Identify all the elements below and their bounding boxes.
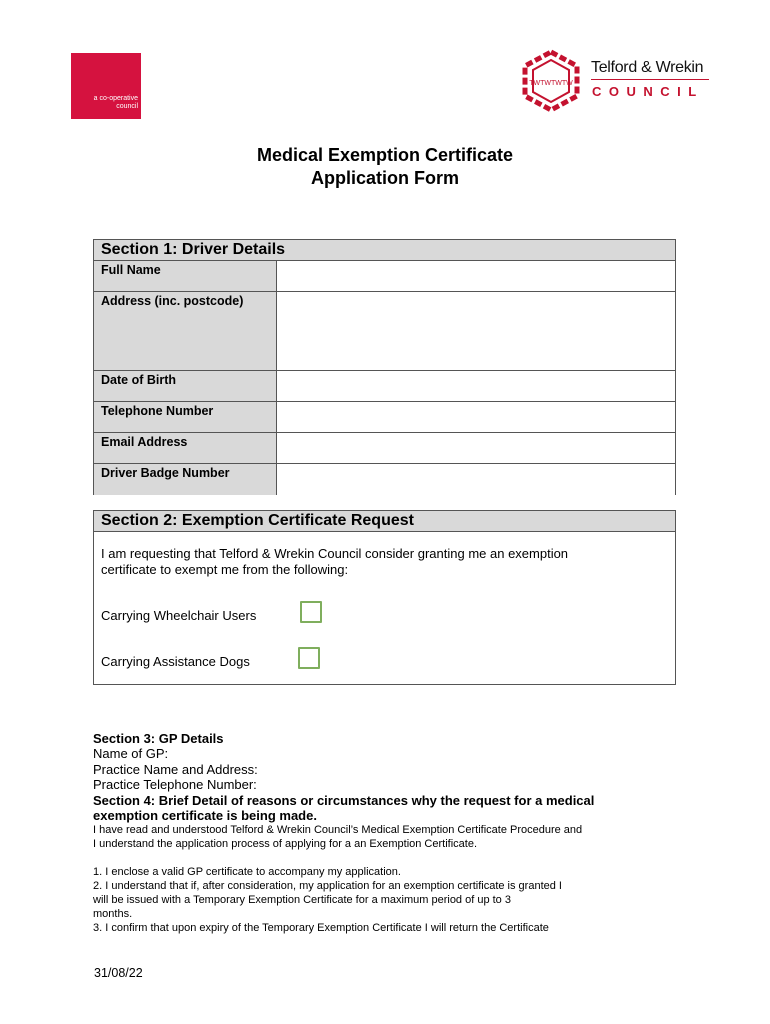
option-label-wheelchair: Carrying Wheelchair Users: [101, 608, 257, 623]
gp-name-label: Name of GP:: [93, 746, 169, 761]
field-label: Date of Birth: [94, 371, 277, 401]
option-label-assistance-dogs: Carrying Assistance Dogs: [101, 654, 250, 669]
telephone-field[interactable]: [277, 402, 675, 432]
coop-logo-line2: council: [116, 103, 138, 110]
co-operative-council-logo: [71, 53, 141, 119]
footer-date: 31/08/22: [94, 966, 143, 980]
twc-council-word: COUNCIL: [592, 84, 704, 99]
date-of-birth-field[interactable]: [277, 371, 675, 401]
address-field[interactable]: [277, 292, 675, 370]
section2-intro: [94, 532, 675, 578]
field-row-telephone: [94, 402, 675, 433]
field-row-dob: [94, 371, 675, 402]
declaration-item2-line1: 2. I understand that if, after consideration, my application for an exemption certificate is granted I: [93, 880, 562, 892]
field-row-email: [94, 433, 675, 464]
field-row-address: [94, 292, 675, 371]
intro-line1: I am requesting that Telford & Wrekin Council consider granting me an exemption: [101, 546, 569, 561]
section1-driver-details: [93, 239, 676, 495]
section1-heading: Section 1: Driver Details: [94, 240, 675, 261]
driver-badge-field[interactable]: [277, 464, 675, 495]
declaration-item2-line2: will be issued with a Temporary Exemption Certificate for a maximum period of up to 3: [93, 894, 511, 906]
field-label: Driver Badge Number: [94, 464, 277, 495]
field-label: Email Address: [94, 433, 277, 463]
form-title-line2: Application Form: [311, 168, 459, 188]
assistance-dogs-checkbox[interactable]: [298, 647, 320, 669]
telford-wrekin-logo: [517, 46, 717, 116]
full-name-field[interactable]: [277, 261, 675, 291]
declaration-item2-line3: months.: [93, 908, 133, 920]
email-field[interactable]: [277, 433, 675, 463]
section4-heading-line2: exemption certificate is being made.: [93, 808, 317, 823]
twc-hexagon-mark-icon: [517, 46, 585, 116]
declaration-line1: I have read and understood Telford & Wrekin Council’s Medical Exemption Certificate Procedure and: [93, 824, 583, 836]
field-label: Telephone Number: [94, 402, 277, 432]
twc-divider: [591, 79, 709, 80]
section4-heading-line1: Section 4: Brief Detail of reasons or circumstances why the request for a medical: [93, 793, 595, 808]
wheelchair-users-checkbox[interactable]: [300, 601, 322, 623]
field-label: Full Name: [94, 261, 277, 291]
field-row-badge: [94, 464, 675, 495]
declaration-item1: 1. I enclose a valid GP certificate to accompany my application.: [93, 866, 401, 878]
coop-logo-line1: a co-operative: [93, 95, 138, 102]
field-label: Address (inc. postcode): [94, 292, 277, 370]
twc-mark-letters: TWTWTWTW: [529, 80, 573, 87]
twc-name: Telford & Wrekin: [591, 59, 704, 76]
intro-line2: certificate to exempt me from the following:: [101, 562, 349, 577]
practice-phone-label: Practice Telephone Number:: [93, 777, 257, 792]
section2-exemption-request: [93, 510, 676, 685]
practice-address-label: Practice Name and Address:: [93, 762, 258, 777]
section2-heading: Section 2: Exemption Certificate Request: [94, 511, 675, 532]
form-title-line1: Medical Exemption Certificate: [256, 145, 514, 165]
field-row-full-name: [94, 261, 675, 292]
section3-heading: Section 3: GP Details: [93, 731, 224, 746]
declaration-line2: I understand the application process of applying for a an Exemption Certificate.: [93, 838, 478, 850]
declaration-item3: 3. I confirm that upon expiry of the Temporary Exemption Certificate I will return the Certificate: [93, 922, 549, 934]
